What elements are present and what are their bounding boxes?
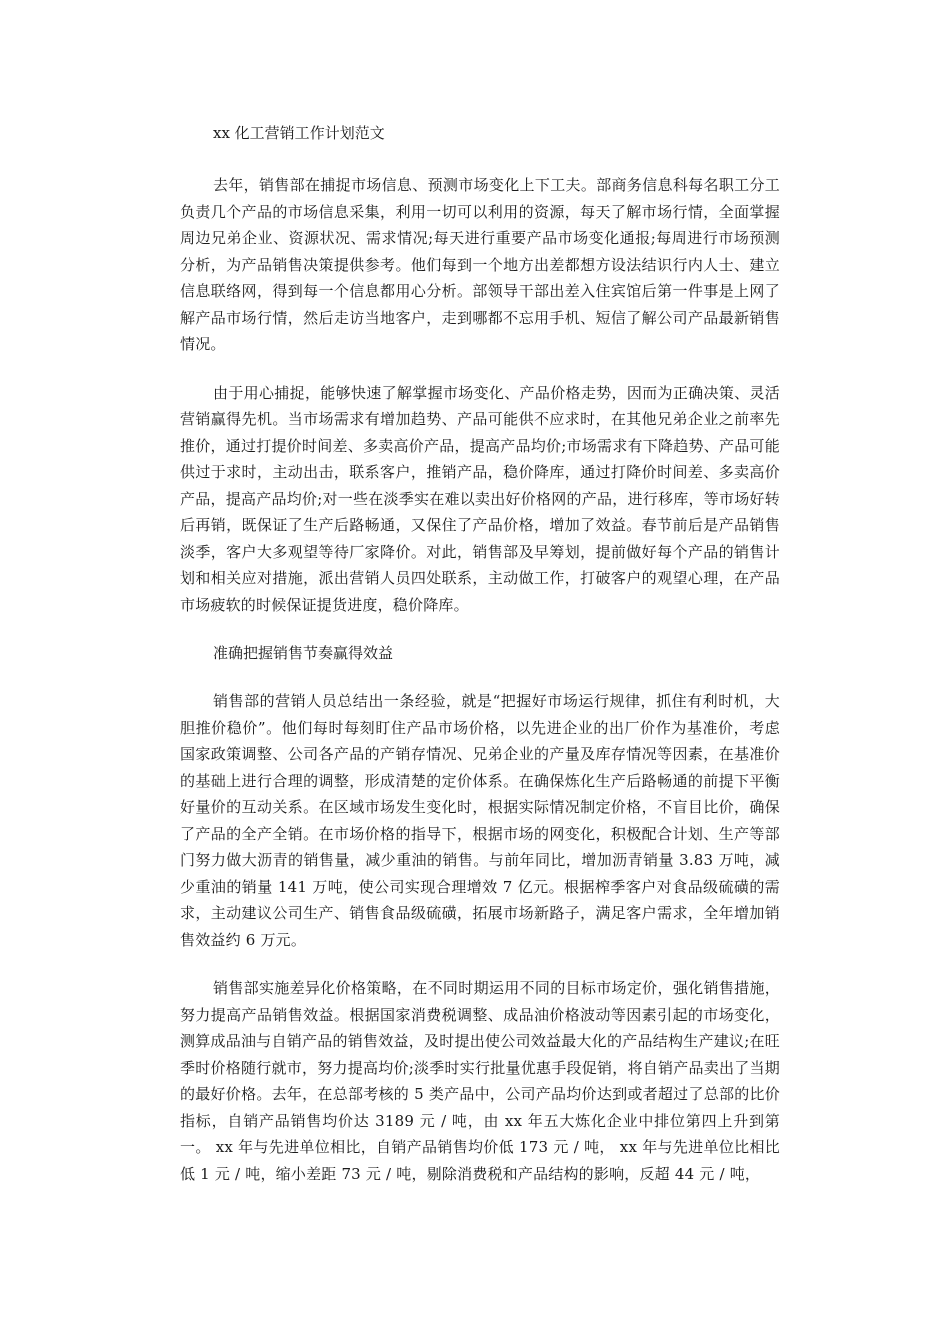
document-title: xx 化工营销工作计划范文 bbox=[213, 124, 385, 142]
paragraph-pricing-strategy: 由于用心捕捉，能够快速了解掌握市场变化、产品价格走势，因而为正确决策、灵活营销赢得先机。当市场需求有增加趋势、产品可能供不应求时，在其他兄弟企业之前率先推价，通过打提价时间差、多卖高价产品，提高产品均价;市场需求有下降趋势、产品可能供过于求时，主动出击，联系客户，推销产品，稳价降库，通过打降价时间差、多卖高价产品，提高产品均价;对一些在淡季实在难以卖出好价格网的产品，进行移库，等市场好转后再销，既保证了生产后路畅通，又保住了产品价格，增加了效益。春节前后是产品销售淡季，客户大多观望等待厂家降价。对此，销售部及早筹划，提前做好每个产品的销售计划和相关应对措施，派出营销人员四处联系，主动做工作，打破客户的观望心理，在产品市场疲软的时候保证提货进度，稳价降库。 bbox=[180, 383, 780, 614]
document-page bbox=[180, 120, 780, 1209]
paragraph-sales-experience: 销售部的营销人员总结出一条经验，就是“把握好市场运行规律，抓住有利时机，大胆推价稳价”。他们每时每刻盯住产品市场价格，以先进企业的出厂价作为基准价，考虑国家政策调整、公司各产品的产销存情况、兄弟企业的产量及库存情况等因素，在基准价的基础上进行合理的调整，形成清楚的定价体系。在确保炼化生产后路畅通的前提下平衡好量价的互动关系。在区域市场发生变化时，根据实际情况制定价格，不盲目比价，确保了产品的全产全销。在市场价格的指导下，根据市场的网变化，积极配合计划、生产等部门努力做大沥青的销售量，减少重油的销售。与前年同比，增加沥青销量 3.83 万吨，减少重油的销量 141 万吨，使公司实现合理增效 7 亿元。根据榨季客户对食品级硫磺的需求，主动建议公司生产、销售食品级硫磺，拓展市场新路子，满足客户需求，全年增加销售效益约 6 万元。 bbox=[180, 692, 780, 949]
paragraph-differentiated-pricing: 销售部实施差异化价格策略，在不同时期运用不同的目标市场定价，强化销售措施，努力提高产品销售效益。根据国家消费税调整、成品油价格波动等因素引起的市场变化，测算成品油与自销产品的销售效益，及时提出使公司效益最大化的产品结构生产建议;在旺季时价格随行就市，努力提高均价;淡季时实行批量优惠手段促销，将自销产品卖出了当期的最好价格。去年，在总部考核的 5 类产品中，公司产品均价达到或者超过了总部的比价指标，自销产品销售均价达 3189 元 / 吨，由 xx 年五大炼化企业中排位第四上升到第一。 xx 年与先进单位相比，自销产品销售均价低 173 元 / 吨， xx 年与先进单位比相比低 1 元 / 吨，缩小差距 73 元 / 吨，剔除消费税和产品结构的影响，反超 44 元 / 吨， bbox=[180, 979, 780, 1183]
section-heading: 准确把握销售节奏赢得效益 bbox=[213, 644, 394, 662]
paragraph-market-info: 去年，销售部在捕捉市场信息、预测市场变化上下工夫。部商务信息科每名职工分工负责几个产品的市场信息采集，利用一切可以利用的资源，每天了解市场行情，全面掌握周边兄弟企业、资源状况、需求情况;每天进行重要产品市场变化通报;每周进行市场预测分析，为产品销售决策提供参考。他们每到一个地方出差都想方设法结识行内人士、建立信息联络网，得到每一个信息都用心分析。部领导干部出差入住宾馆后第一件事是上网了解产品市场行情，然后走访当地客户，走到哪都不忘用手机、短信了解公司产品最新销售情况。 bbox=[180, 176, 780, 353]
